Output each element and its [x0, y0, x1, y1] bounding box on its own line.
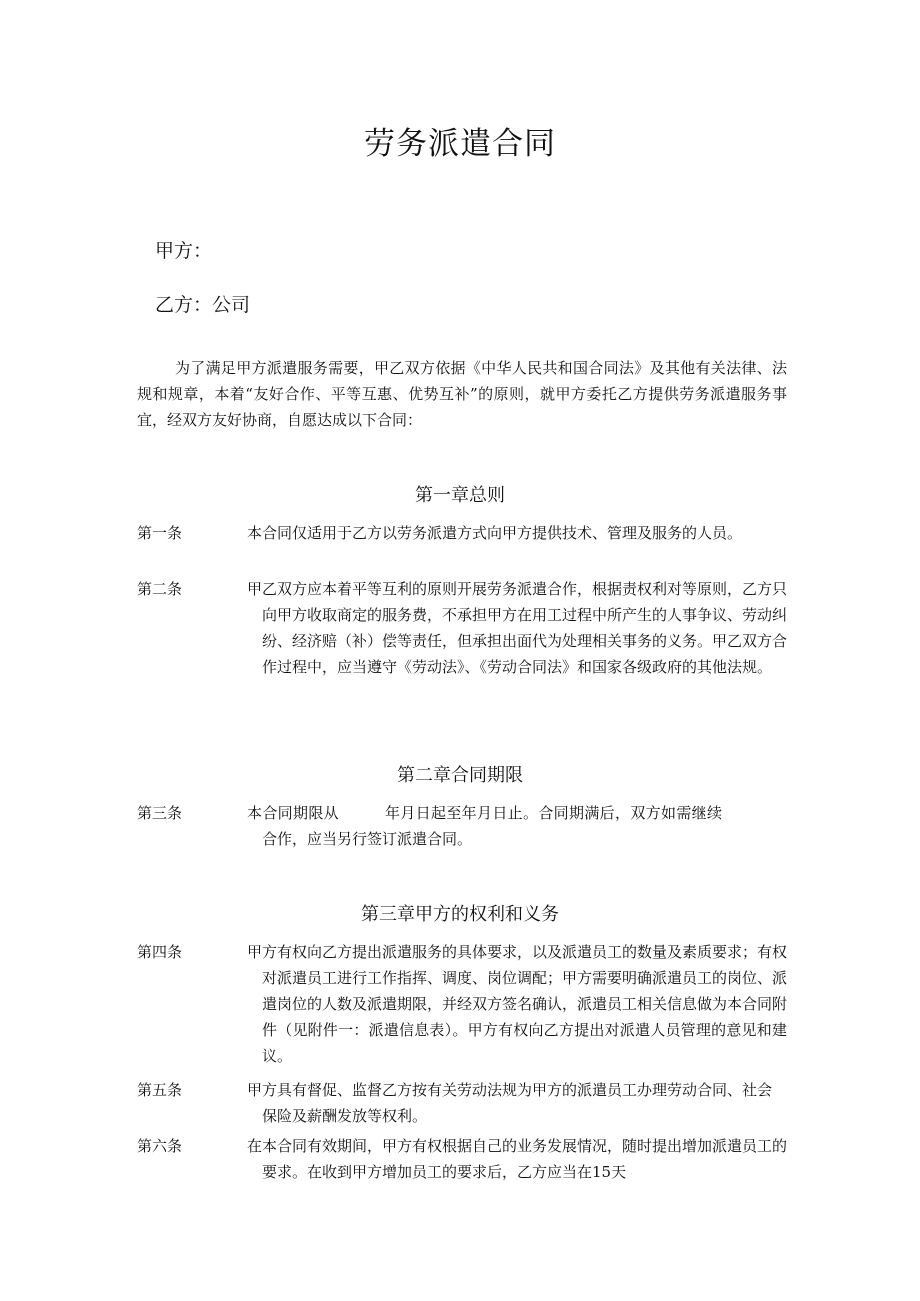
party-a-line: 甲方： — [155, 240, 213, 262]
article-text: 甲乙双方应本着平等互利的原则开展劳务派遣合作，根据责权利对等原则，乙方只向甲方收取商定的服务费，不承担甲方在用工过程中所产生的人事争议、劳动纠纷、经济赔（补）偿等责任，但承担出面代为处理相关事务的义务。甲乙双方合作过程中，应当遵守《劳动法》、《劳动合同法》和国家各级政府的其他法规。 — [247, 580, 788, 676]
chapter-3-title: 第三章甲方的权利和义务 — [361, 904, 559, 925]
article-4 — [137, 939, 787, 1069]
article-label: 第二条 — [137, 580, 183, 598]
preamble-paragraph: 为了满足甲方派遣服务需要，甲乙双方依据《中华人民共和国合同法》及其他有关法律、法规和规章，本着“友好合作、平等互惠、优势互补”的原则，就甲方委托乙方提供劳务派遣服务事宜，经双方友好协商，自愿达成以下合同： — [137, 359, 787, 429]
article-text: 甲方有权向乙方提出派遣服务的具体要求，以及派遣员工的数量及素质要求；有权对派遣员工进行工作指挥、调度、岗位调配；甲方需要明确派遣员工的岗位、派遣岗位的人数及派遣期限，并经双方签名确认，派遣员工相关信息做为本合同附件（见附件一：派遣信息表）。甲方有权向乙方提出对派遣人员管理的意见和建议。 — [247, 943, 788, 1065]
chapter-2-title: 第二章合同期限 — [397, 765, 523, 786]
article-2 — [137, 576, 787, 680]
article-text: 本合同仅适用于乙方以劳务派遣方式向甲方提供技术、管理及服务的人员。 — [247, 524, 743, 542]
article-label: 第六条 — [137, 1137, 183, 1155]
article-3 — [137, 800, 787, 852]
article-text: 在本合同有效期间，甲方有权根据自己的业务发展情况，随时提出增加派遣员工的要求。在收到甲方增加员工的要求后，乙方应当在15天 — [247, 1137, 788, 1181]
chapter-1-title: 第一章总则 — [415, 485, 505, 506]
party-b-line: 乙方：公司 — [155, 294, 251, 316]
article-label: 第一条 — [137, 524, 183, 542]
article-6 — [137, 1133, 787, 1185]
article-label: 第五条 — [137, 1081, 183, 1099]
article-5 — [137, 1077, 787, 1129]
article-text: 本合同期限从 年月日起至年月日止。合同期满后，双方如需继续合作，应当另行签订派遣合同。 — [247, 804, 722, 848]
document-title: 劳务派遣合同 — [364, 126, 556, 162]
article-label: 第四条 — [137, 943, 183, 961]
article-label: 第三条 — [137, 804, 183, 822]
article-1 — [137, 520, 787, 546]
article-text: 甲方具有督促、监督乙方按有关劳动法规为甲方的派遣员工办理劳动合同、社会保险及薪酬发放等权利。 — [247, 1081, 773, 1125]
